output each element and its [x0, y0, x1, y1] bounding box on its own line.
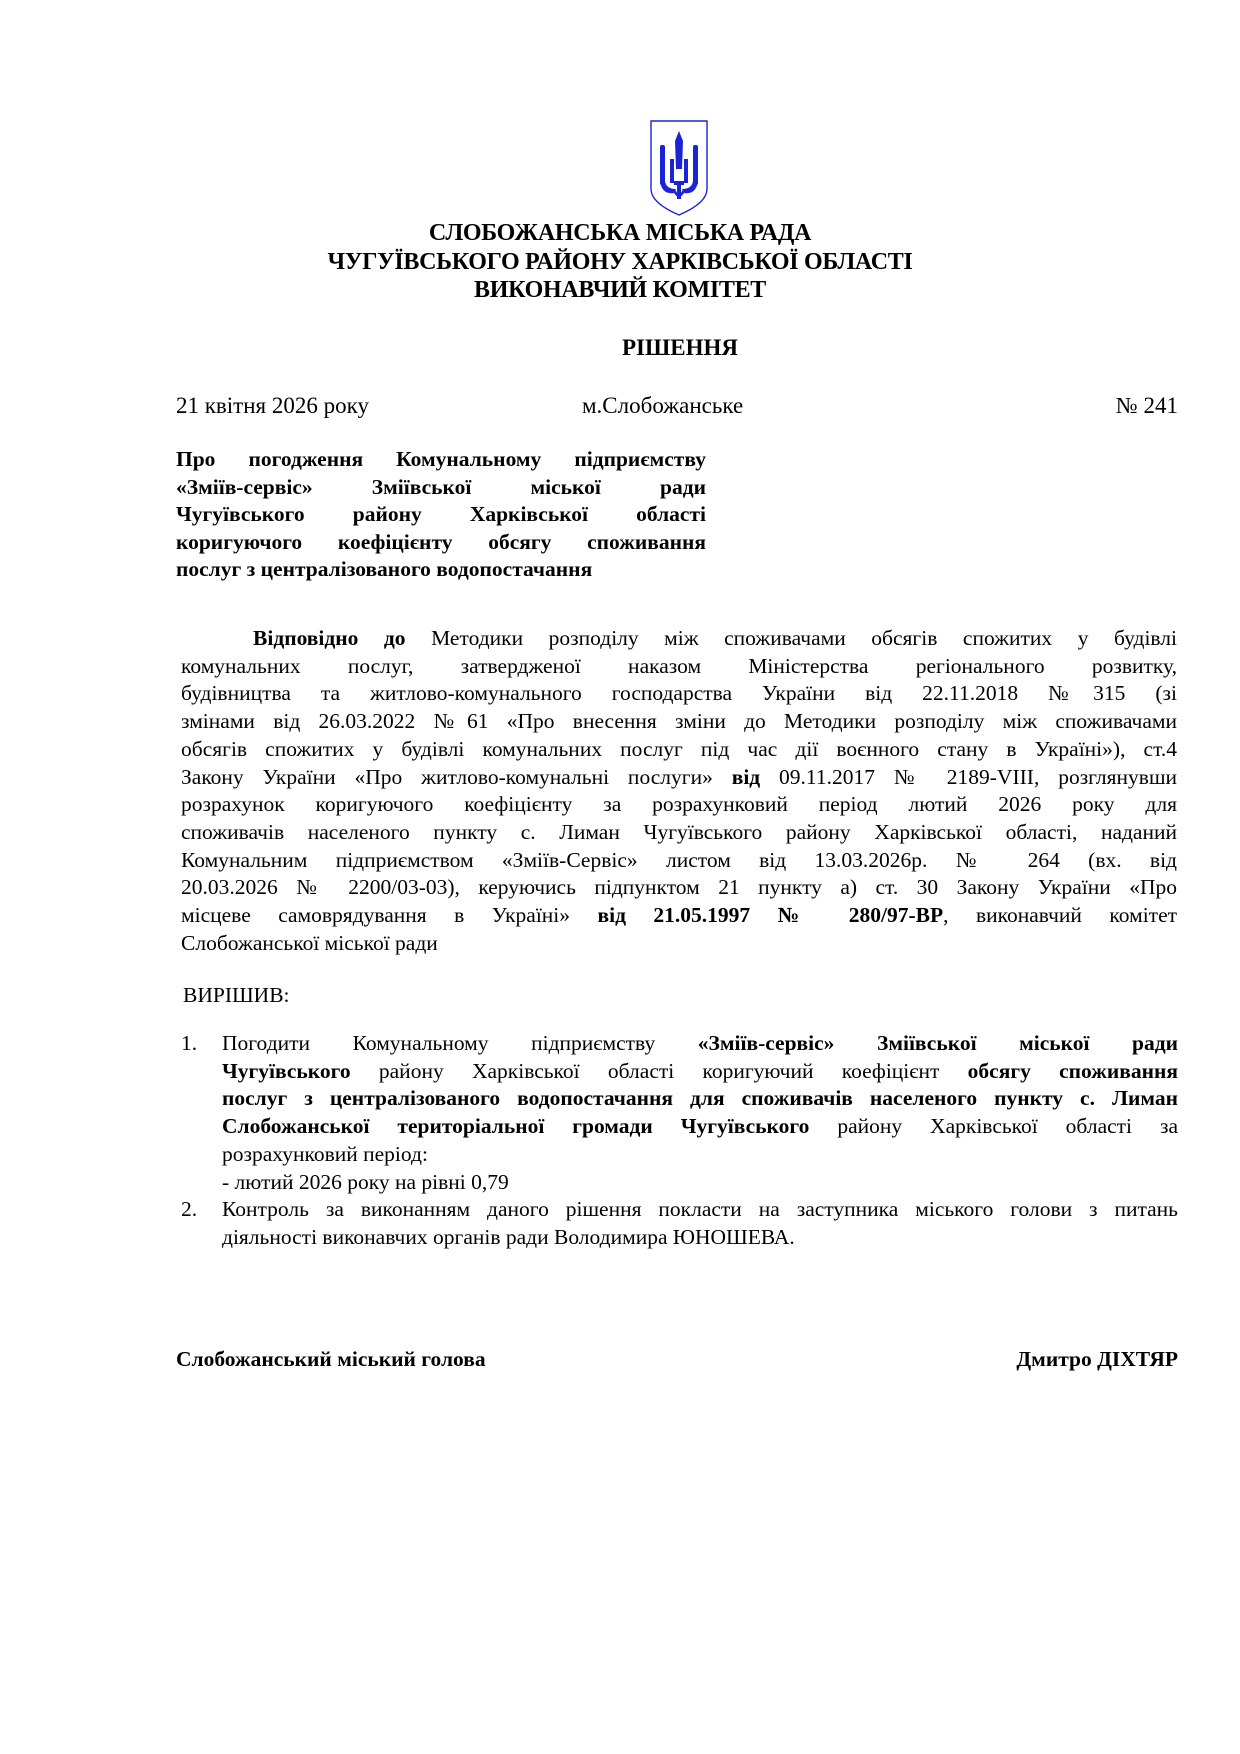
- signatory-role: Слобожанський міський голова: [176, 1347, 486, 1371]
- document-type-title: РІШЕННЯ: [622, 335, 738, 360]
- decided-label: ВИРІШИВ:: [183, 983, 290, 1007]
- item-number: 2.: [181, 1197, 198, 1222]
- decision-subject: [176, 446, 706, 584]
- bold-phrase: «Зміїв-сервіс» Зміївської міської ради: [697, 1031, 1178, 1055]
- paragraph-line: будівництва та житлово-комунального господарства України від 22.11.2018 №315 (зі: [181, 681, 1177, 706]
- decision-item-1: [176, 1030, 1178, 1196]
- text-run: району Харківської області за: [809, 1114, 1178, 1139]
- text-run: місцеве самоврядування в Україні»: [181, 903, 598, 928]
- paragraph-line: [181, 902, 1177, 930]
- paragraph-line: комунальних послуг, затвердженої наказом Міністерства регіонального розвитку,: [181, 653, 1177, 678]
- decision-place: м.Слобожанське: [582, 393, 744, 418]
- bold-phrase: від: [731, 764, 761, 789]
- signatory-name: Дмитро ДІХТЯР: [1016, 1347, 1178, 1371]
- bold-phrase: від 21.05.1997 № 280/97-ВР: [597, 903, 944, 928]
- item-line: [222, 1113, 1178, 1141]
- decision-item-2: [176, 1196, 1178, 1251]
- paragraph-line: обсягів спожитих у будівлі комунальних послуг під час дії воєнного стану в Україні»), ст.4: [181, 736, 1177, 761]
- subject-line: Чугуївського району Харківської області: [176, 502, 706, 526]
- bold-phrase: Відповідно до: [253, 626, 406, 650]
- paragraph-line: [181, 764, 1177, 792]
- bold-phrase: Чугуївського: [222, 1058, 351, 1083]
- subject-line: коригуючого коефіцієнту обсягу споживання: [176, 529, 706, 554]
- committee-name: ВИКОНАВЧИЙ КОМІТЕТ: [474, 277, 766, 303]
- item-line: - лютий 2026 року на рівні 0,79: [222, 1169, 509, 1194]
- item-line: [222, 1058, 1178, 1086]
- bold-phrase: обсягу споживання: [967, 1058, 1179, 1083]
- paragraph-line: 20.03.2026 № 2200/03-03), керуючись підпунктом 21 пункту а) ст. 30 Закону України «Про: [181, 875, 1177, 900]
- signature-block: [176, 1347, 1178, 1377]
- item-number: 1.: [181, 1031, 198, 1055]
- district-name: ЧУГУЇВСЬКОГО РАЙОНУ ХАРКІВСЬКОЇ ОБЛАСТІ: [327, 249, 913, 275]
- paragraph-line: [181, 625, 1177, 653]
- text-run: Методики розподілу між споживачами обсягів спожитих у будівлі: [405, 626, 1177, 650]
- decision-number: № 241: [1115, 393, 1178, 418]
- paragraph-line: споживачів населеного пункту с. Лиман Чугуївського району Харківської області, наданий: [181, 819, 1177, 844]
- document-meta-row: [176, 393, 1178, 423]
- item-line: розрахунковий період:: [222, 1141, 428, 1166]
- bold-phrase: Слобожанської територіальної громади Чугуївського: [222, 1114, 810, 1139]
- paragraph-line: Слобожанської міської ради: [181, 930, 438, 955]
- text-run: 09.11.2017 № 2189-VIII, розглянувши: [760, 764, 1177, 789]
- text-run: , виконавчий комітет: [943, 903, 1178, 928]
- text-run: району Харківської області коригуючий коефіцієнт: [350, 1058, 968, 1083]
- item-line: діяльності виконавчих органів ради Володимира ЮНОШЕВА.: [222, 1224, 795, 1249]
- subject-line: Про погодження Комунальному підприємству: [176, 447, 706, 471]
- paragraph-line: змінами від 26.03.2022 №61 «Про внесення зміни до Методики розподілу між споживачами: [181, 709, 1177, 734]
- text-run: Закону України «Про житлово-комунальні послуги»: [181, 764, 732, 789]
- decision-date: 21 квітня 2026 року: [176, 393, 369, 418]
- trident-coat-of-arms-icon: [648, 119, 710, 217]
- paragraph-line: розрахунок коригуючого коефіцієнту за розрахунковий період лютий 2026 року для: [181, 792, 1177, 817]
- paragraph-line: Комунальним підприємством «Зміїв-Сервіс» листом від 13.03.2026р. № 264 (вх. від: [181, 847, 1177, 872]
- preamble-paragraph: [181, 625, 1177, 957]
- text-run: Погодити Комунальному підприємству: [222, 1031, 698, 1055]
- item-line: послуг з централізованого водопостачання для споживачів населеного пункту с. Лиман: [222, 1086, 1178, 1111]
- council-name: СЛОБОЖАНСЬКА МІСЬКА РАДА: [428, 220, 812, 246]
- item-line: Контроль за виконанням даного рішення покласти на заступника міського голови з питань: [222, 1197, 1178, 1222]
- subject-line: послуг з централізованого водопостачання: [176, 557, 593, 581]
- subject-line: «Зміїв-сервіс» Зміївської міської ради: [176, 474, 706, 499]
- decision-items: [176, 1030, 1178, 1252]
- item-line: [222, 1030, 1178, 1058]
